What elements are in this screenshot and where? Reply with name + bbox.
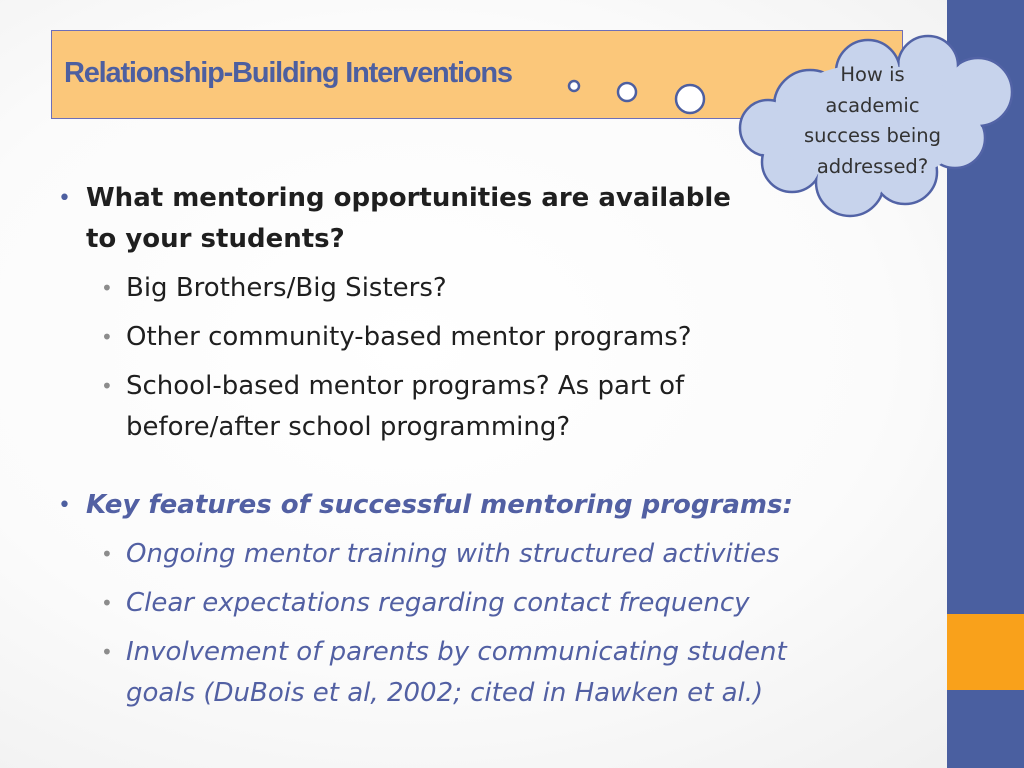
bullet-text-line: • School-based mentor programs? As part of <box>126 371 685 401</box>
bullet-text-line: • What mentoring opportunities are available <box>86 183 731 213</box>
bullet-text-line: goals (DuBois et al, 2002; cited in Hawken et al.) <box>126 678 764 708</box>
sub-bullet-community-programs <box>56 317 886 358</box>
thought-bubble-dot-small <box>569 81 579 91</box>
slide-title: Relationship-Building Interventions <box>64 57 512 89</box>
cloud-question <box>785 60 960 182</box>
sub-bullet-parent-involvement <box>56 632 886 714</box>
sub-bullet-mentor-training <box>56 534 886 575</box>
key-features-list <box>56 485 886 714</box>
bullet-text-line: • Big Brothers/Big Sisters? <box>126 273 447 303</box>
bullet-text-line: • Key features of successful mentoring programs: <box>86 490 793 520</box>
sub-bullet-school-programs <box>56 366 886 448</box>
bullet-text-line: • Other community-based mentor programs? <box>126 322 692 352</box>
bullet-key-features <box>56 485 886 526</box>
sub-bullet-big-brothers <box>56 268 886 309</box>
bullet-text-line: • Ongoing mentor training with structured activities <box>126 539 780 569</box>
cloud-line: addressed? <box>816 154 929 178</box>
mentoring-questions-list <box>56 178 886 448</box>
bullet-text-line: • Clear expectations regarding contact frequency <box>126 588 750 618</box>
bullet-text-line: before/after school programming? <box>126 412 571 442</box>
bullet-mentoring-opportunities <box>56 178 886 260</box>
bullet-text-line: to your students? <box>86 224 345 254</box>
thought-bubble-dot-medium <box>618 83 636 101</box>
sub-bullet-contact-frequency <box>56 583 886 624</box>
cloud-line: How is <box>840 63 905 86</box>
bullet-text-line: • Involvement of parents by communicating student <box>126 637 787 667</box>
cloud-line: academic <box>825 93 920 117</box>
thought-bubble-dot-large <box>676 85 704 113</box>
cloud-line: success being <box>803 124 941 147</box>
